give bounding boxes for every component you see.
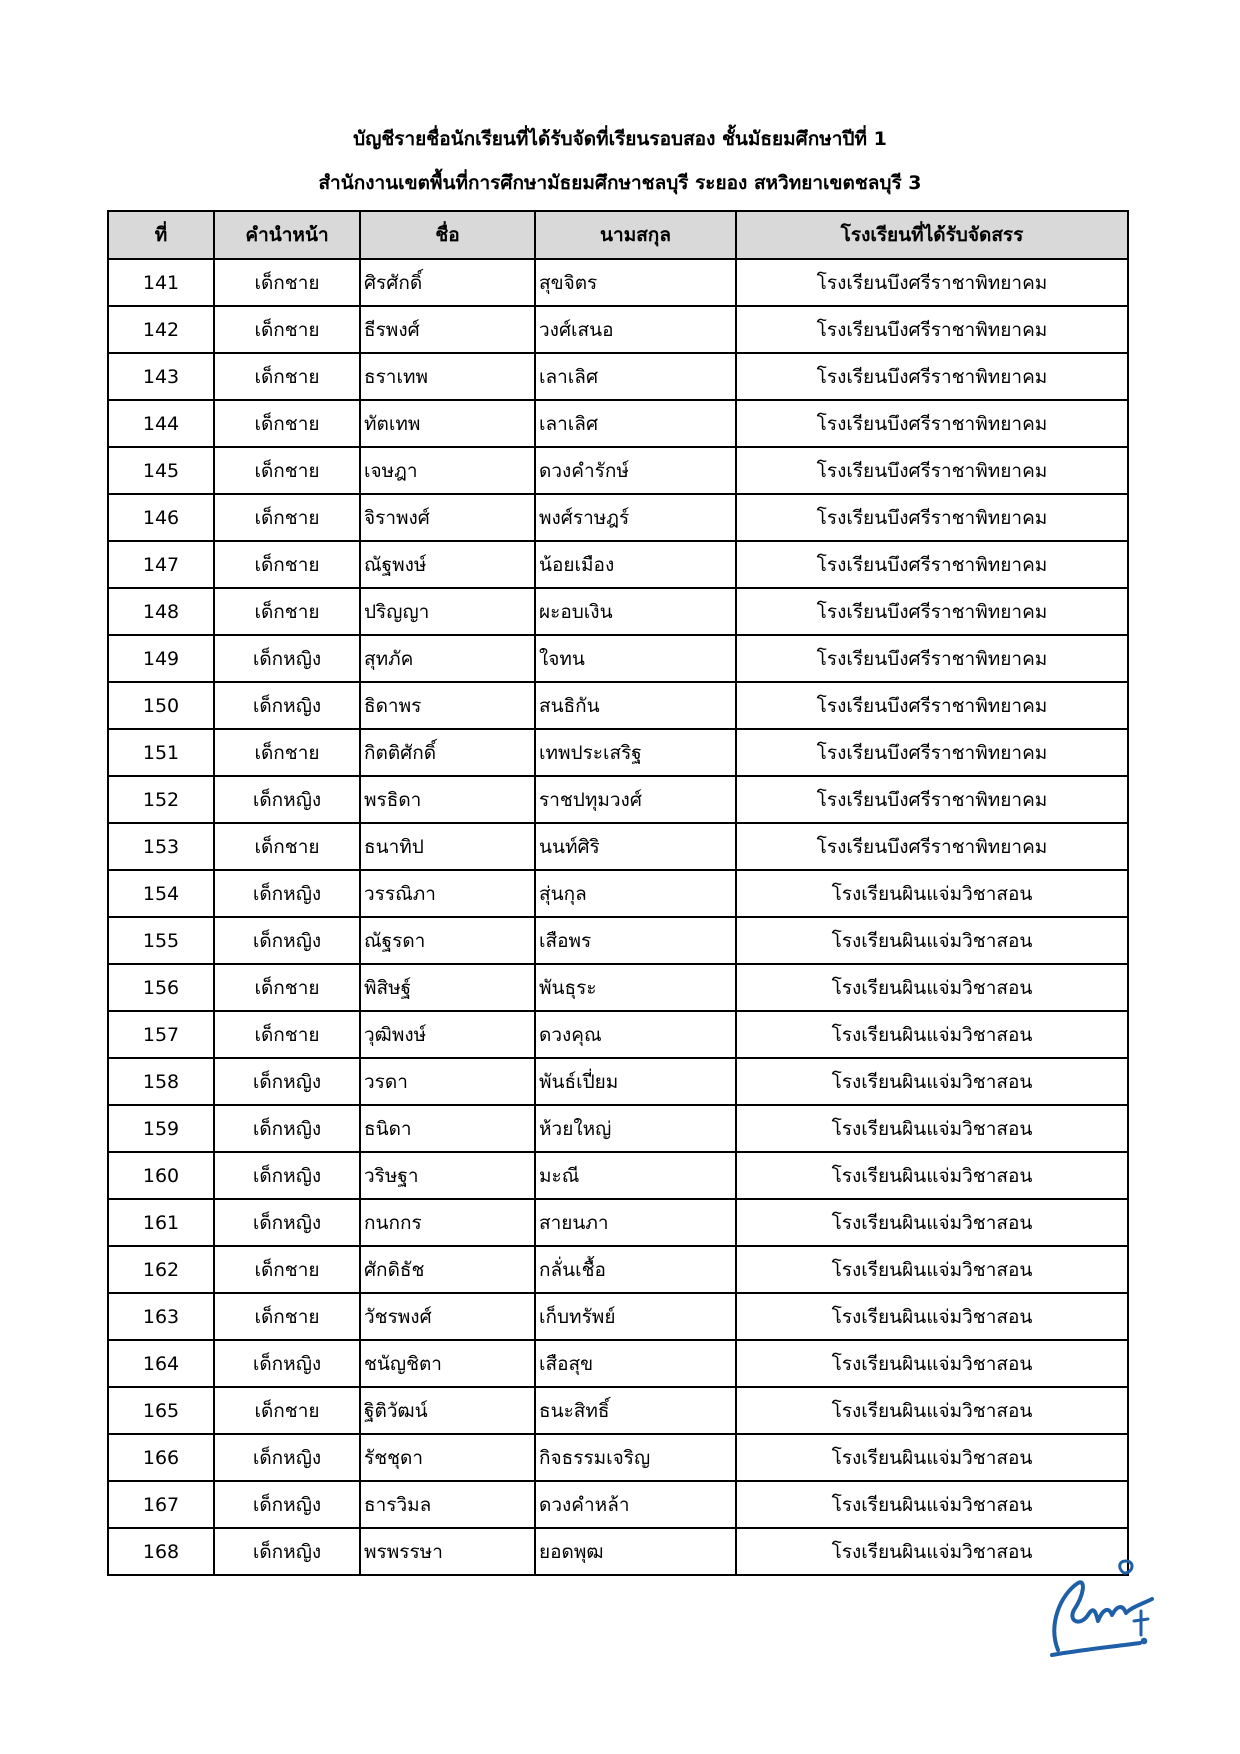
row-first-name-cell: ธนาทิป (360, 823, 535, 870)
table-row (108, 306, 1128, 353)
row-first-name-cell: จิราพงศ์ (360, 494, 535, 541)
row-last-name-cell: เลาเลิศ (535, 400, 736, 447)
table-row (108, 964, 1128, 1011)
row-number-cell: 145 (108, 447, 214, 494)
table-row (108, 447, 1128, 494)
row-number-cell: 147 (108, 541, 214, 588)
row-number-cell: 168 (108, 1528, 214, 1575)
row-prefix-cell: เด็กหญิง (214, 682, 360, 729)
row-last-name-cell: เสือพร (535, 917, 736, 964)
row-number-cell: 146 (108, 494, 214, 541)
row-prefix-cell: เด็กหญิง (214, 1340, 360, 1387)
row-number-cell: 164 (108, 1340, 214, 1387)
header-school: โรงเรียนที่ได้รับจัดสรร (736, 211, 1128, 259)
row-number-cell: 156 (108, 964, 214, 1011)
row-number-cell: 163 (108, 1293, 214, 1340)
row-first-name-cell: ธีรพงศ์ (360, 306, 535, 353)
row-number-cell: 152 (108, 776, 214, 823)
row-number-cell: 148 (108, 588, 214, 635)
row-school-cell: โรงเรียนผินแจ่มวิชาสอน (736, 1340, 1128, 1387)
row-school-cell: โรงเรียนผินแจ่มวิชาสอน (736, 1387, 1128, 1434)
row-prefix-cell: เด็กชาย (214, 588, 360, 635)
row-prefix-cell: เด็กหญิง (214, 635, 360, 682)
row-number-cell: 161 (108, 1199, 214, 1246)
header-last-name: นามสกุล (535, 211, 736, 259)
table-row (108, 1246, 1128, 1293)
table-row (108, 541, 1128, 588)
row-school-cell: โรงเรียนบึงศรีราชาพิทยาคม (736, 776, 1128, 823)
row-school-cell: โรงเรียนผินแจ่มวิชาสอน (736, 1434, 1128, 1481)
table-row (108, 494, 1128, 541)
row-last-name-cell: มะณี (535, 1152, 736, 1199)
row-prefix-cell: เด็กชาย (214, 964, 360, 1011)
row-first-name-cell: ศิรศักดิ์ (360, 259, 535, 306)
header-prefix: คำนำหน้า (214, 211, 360, 259)
row-last-name-cell: ดวงคำหล้า (535, 1481, 736, 1528)
row-last-name-cell: กลั่นเชื้อ (535, 1246, 736, 1293)
row-school-cell: โรงเรียนผินแจ่มวิชาสอน (736, 1152, 1128, 1199)
row-first-name-cell: วุฒิพงษ์ (360, 1011, 535, 1058)
row-number-cell: 160 (108, 1152, 214, 1199)
row-first-name-cell: วรดา (360, 1058, 535, 1105)
row-school-cell: โรงเรียนผินแจ่มวิชาสอน (736, 1528, 1128, 1575)
row-first-name-cell: พิสิษฐ์ (360, 964, 535, 1011)
table-row (108, 1152, 1128, 1199)
table-row (108, 400, 1128, 447)
row-prefix-cell: เด็กชาย (214, 259, 360, 306)
row-prefix-cell: เด็กชาย (214, 353, 360, 400)
table-row (108, 1293, 1128, 1340)
row-school-cell: โรงเรียนผินแจ่มวิชาสอน (736, 964, 1128, 1011)
row-prefix-cell: เด็กหญิง (214, 870, 360, 917)
table-row (108, 1105, 1128, 1152)
row-first-name-cell: ธนิดา (360, 1105, 535, 1152)
table-row (108, 1528, 1128, 1575)
row-number-cell: 143 (108, 353, 214, 400)
row-last-name-cell: เทพประเสริฐ (535, 729, 736, 776)
row-school-cell: โรงเรียนผินแจ่มวิชาสอน (736, 1293, 1128, 1340)
row-school-cell: โรงเรียนบึงศรีราชาพิทยาคม (736, 823, 1128, 870)
row-last-name-cell: พงศ์ราษฎร์ (535, 494, 736, 541)
row-last-name-cell: ดวงคุณ (535, 1011, 736, 1058)
table-row (108, 776, 1128, 823)
row-prefix-cell: เด็กชาย (214, 1387, 360, 1434)
row-number-cell: 149 (108, 635, 214, 682)
table-header-row (108, 211, 1128, 259)
row-prefix-cell: เด็กหญิง (214, 1058, 360, 1105)
table-row (108, 1387, 1128, 1434)
row-first-name-cell: ศักดิธัช (360, 1246, 535, 1293)
row-last-name-cell: ห้วยใหญ่ (535, 1105, 736, 1152)
table-row (108, 1340, 1128, 1387)
row-last-name-cell: สายนภา (535, 1199, 736, 1246)
table-row (108, 635, 1128, 682)
row-school-cell: โรงเรียนผินแจ่มวิชาสอน (736, 1105, 1128, 1152)
row-last-name-cell: เลาเลิศ (535, 353, 736, 400)
row-prefix-cell: เด็กชาย (214, 823, 360, 870)
row-first-name-cell: สุทภัค (360, 635, 535, 682)
row-school-cell: โรงเรียนบึงศรีราชาพิทยาคม (736, 541, 1128, 588)
row-school-cell: โรงเรียนผินแจ่มวิชาสอน (736, 1058, 1128, 1105)
row-last-name-cell: กิจธรรมเจริญ (535, 1434, 736, 1481)
table-row (108, 588, 1128, 635)
table-row (108, 259, 1128, 306)
row-prefix-cell: เด็กชาย (214, 494, 360, 541)
row-school-cell: โรงเรียนผินแจ่มวิชาสอน (736, 870, 1128, 917)
row-number-cell: 165 (108, 1387, 214, 1434)
row-last-name-cell: เสือสุข (535, 1340, 736, 1387)
row-first-name-cell: รัชชุดา (360, 1434, 535, 1481)
row-prefix-cell: เด็กชาย (214, 400, 360, 447)
table-row (108, 729, 1128, 776)
table-row (108, 1481, 1128, 1528)
row-number-cell: 162 (108, 1246, 214, 1293)
row-prefix-cell: เด็กหญิง (214, 1528, 360, 1575)
row-last-name-cell: ผะอบเงิน (535, 588, 736, 635)
header-first-name: ชื่อ (360, 211, 535, 259)
row-first-name-cell: ณัฐพงษ์ (360, 541, 535, 588)
row-prefix-cell: เด็กหญิง (214, 776, 360, 823)
row-last-name-cell: สุ่นกุล (535, 870, 736, 917)
table-row (108, 1058, 1128, 1105)
row-last-name-cell: วงศ์เสนอ (535, 306, 736, 353)
row-prefix-cell: เด็กชาย (214, 729, 360, 776)
student-list-table (107, 210, 1129, 1576)
row-school-cell: โรงเรียนบึงศรีราชาพิทยาคม (736, 353, 1128, 400)
row-number-cell: 150 (108, 682, 214, 729)
row-prefix-cell: เด็กชาย (214, 541, 360, 588)
row-school-cell: โรงเรียนผินแจ่มวิชาสอน (736, 1246, 1128, 1293)
row-school-cell: โรงเรียนบึงศรีราชาพิทยาคม (736, 588, 1128, 635)
row-last-name-cell: สนธิกัน (535, 682, 736, 729)
row-prefix-cell: เด็กชาย (214, 306, 360, 353)
row-first-name-cell: วัชรพงศ์ (360, 1293, 535, 1340)
row-number-cell: 141 (108, 259, 214, 306)
row-first-name-cell: พรพรรษา (360, 1528, 535, 1575)
row-number-cell: 158 (108, 1058, 214, 1105)
row-school-cell: โรงเรียนบึงศรีราชาพิทยาคม (736, 306, 1128, 353)
row-last-name-cell: ยอดพุฒ (535, 1528, 736, 1575)
row-prefix-cell: เด็กหญิง (214, 1481, 360, 1528)
row-school-cell: โรงเรียนบึงศรีราชาพิทยาคม (736, 635, 1128, 682)
row-first-name-cell: ทัตเทพ (360, 400, 535, 447)
row-first-name-cell: ฐิติวัฒน์ (360, 1387, 535, 1434)
row-number-cell: 159 (108, 1105, 214, 1152)
row-school-cell: โรงเรียนผินแจ่มวิชาสอน (736, 917, 1128, 964)
row-last-name-cell: พันธุระ (535, 964, 736, 1011)
row-number-cell: 153 (108, 823, 214, 870)
table-row (108, 870, 1128, 917)
row-first-name-cell: กนกกร (360, 1199, 535, 1246)
row-school-cell: โรงเรียนผินแจ่มวิชาสอน (736, 1011, 1128, 1058)
row-number-cell: 157 (108, 1011, 214, 1058)
row-last-name-cell: ราชปทุมวงศ์ (535, 776, 736, 823)
row-last-name-cell: พันธ์เปี่ยม (535, 1058, 736, 1105)
row-prefix-cell: เด็กหญิง (214, 1434, 360, 1481)
table-row (108, 1199, 1128, 1246)
row-school-cell: โรงเรียนบึงศรีราชาพิทยาคม (736, 682, 1128, 729)
table-body (108, 259, 1128, 1575)
row-prefix-cell: เด็กชาย (214, 1246, 360, 1293)
row-prefix-cell: เด็กหญิง (214, 1105, 360, 1152)
row-first-name-cell: ปริญญา (360, 588, 535, 635)
table-row (108, 1011, 1128, 1058)
row-number-cell: 155 (108, 917, 214, 964)
row-school-cell: โรงเรียนบึงศรีราชาพิทยาคม (736, 494, 1128, 541)
row-first-name-cell: พรธิดา (360, 776, 535, 823)
document-title: บัญชีรายชื่อนักเรียนที่ได้รับจัดที่เรียนรอบสอง ชั้นมัธยมศึกษาปีที่ 1 (353, 128, 887, 150)
table-row (108, 917, 1128, 964)
row-last-name-cell: ธนะสิทธิ์ (535, 1387, 736, 1434)
row-first-name-cell: วรรณิภา (360, 870, 535, 917)
row-last-name-cell: นนท์ศิริ (535, 823, 736, 870)
row-school-cell: โรงเรียนผินแจ่มวิชาสอน (736, 1481, 1128, 1528)
row-prefix-cell: เด็กชาย (214, 1011, 360, 1058)
row-school-cell: โรงเรียนบึงศรีราชาพิทยาคม (736, 729, 1128, 776)
row-first-name-cell: ณัฐรดา (360, 917, 535, 964)
row-first-name-cell: ธิดาพร (360, 682, 535, 729)
row-last-name-cell: ดวงคำรักษ์ (535, 447, 736, 494)
row-first-name-cell: กิตติศักดิ์ (360, 729, 535, 776)
row-prefix-cell: เด็กชาย (214, 447, 360, 494)
header-no: ที่ (108, 211, 214, 259)
table-row (108, 1434, 1128, 1481)
row-first-name-cell: วริษฐา (360, 1152, 535, 1199)
row-first-name-cell: ธราเทพ (360, 353, 535, 400)
row-prefix-cell: เด็กชาย (214, 1293, 360, 1340)
row-last-name-cell: เก็บทรัพย์ (535, 1293, 736, 1340)
table-row (108, 823, 1128, 870)
row-first-name-cell: ชนัญชิตา (360, 1340, 535, 1387)
row-first-name-cell: เจษฎา (360, 447, 535, 494)
row-number-cell: 151 (108, 729, 214, 776)
row-number-cell: 166 (108, 1434, 214, 1481)
row-number-cell: 144 (108, 400, 214, 447)
row-first-name-cell: ธารวิมล (360, 1481, 535, 1528)
document-subtitle: สำนักงานเขตพื้นที่การศึกษามัธยมศึกษาชลบุรี ระยอง สหวิทยาเขตชลบุรี 3 (318, 172, 922, 194)
row-last-name-cell: สุขจิตร (535, 259, 736, 306)
row-last-name-cell: ใจทน (535, 635, 736, 682)
row-school-cell: โรงเรียนบึงศรีราชาพิทยาคม (736, 259, 1128, 306)
row-number-cell: 167 (108, 1481, 214, 1528)
table-row (108, 353, 1128, 400)
row-number-cell: 154 (108, 870, 214, 917)
row-prefix-cell: เด็กหญิง (214, 917, 360, 964)
row-school-cell: โรงเรียนบึงศรีราชาพิทยาคม (736, 400, 1128, 447)
row-prefix-cell: เด็กหญิง (214, 1199, 360, 1246)
row-school-cell: โรงเรียนผินแจ่มวิชาสอน (736, 1199, 1128, 1246)
signature-image (1040, 1555, 1180, 1665)
table-row (108, 682, 1128, 729)
row-number-cell: 142 (108, 306, 214, 353)
row-school-cell: โรงเรียนบึงศรีราชาพิทยาคม (736, 447, 1128, 494)
row-prefix-cell: เด็กหญิง (214, 1152, 360, 1199)
row-last-name-cell: น้อยเมือง (535, 541, 736, 588)
